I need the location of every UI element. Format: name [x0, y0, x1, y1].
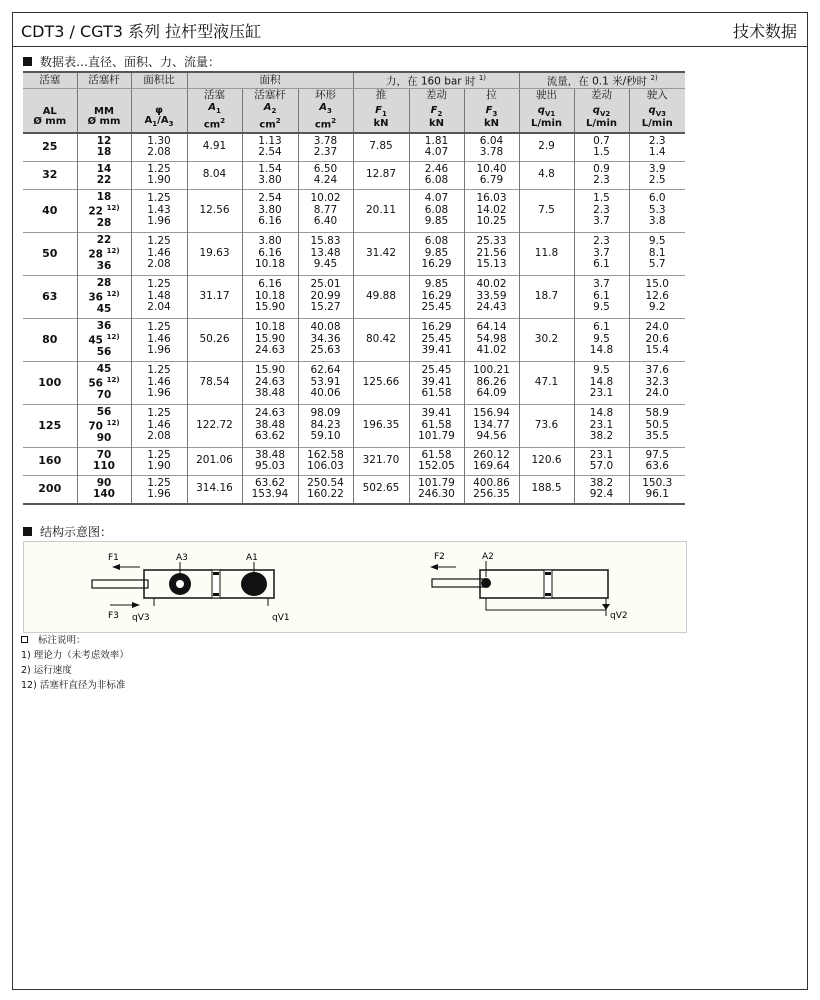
cell-q2: 0.7 1.5 [574, 133, 629, 162]
cylinder-diagram-left [92, 553, 290, 623]
section-heading-table: 数据表…直径、面积、力、流量： [23, 53, 220, 70]
cell-q3: 15.0 12.6 9.2 [629, 275, 685, 318]
table-row [23, 318, 685, 361]
note-item: 1) 理论力（未考虑效率） [21, 650, 129, 661]
cell-q3: 2.3 1.4 [629, 133, 685, 162]
unit-header: AL Ø mm [23, 103, 77, 133]
cell-al: 160 [38, 454, 62, 468]
cell-a1: 201.06 [187, 447, 242, 475]
cell-f2: 1.81 4.07 [409, 133, 464, 162]
col-header: 活塞 [187, 89, 242, 103]
cell-a1: 4.91 [187, 133, 242, 162]
cell-a3: 40.08 34.36 25.63 [298, 318, 353, 361]
cell-f2: 39.41 61.58 101.79 [409, 404, 464, 447]
label-f1: F1 [108, 553, 119, 563]
cell-a3: 3.78 2.37 [298, 133, 353, 162]
cell-f3: 100.21 86.26 64.09 [464, 361, 519, 404]
bullet-square-icon [23, 527, 32, 536]
cell-f1: 125.66 [353, 361, 409, 404]
cell-phi: 1.25 1.46 1.96 [131, 318, 187, 361]
cell-al: 125 [38, 418, 62, 432]
cell-a1: 78.54 [187, 361, 242, 404]
cell-f3: 6.04 3.78 [464, 133, 519, 162]
table-body [23, 133, 685, 504]
cell-al: 32 [42, 168, 58, 182]
notes [21, 633, 129, 693]
cell-al: 25 [42, 140, 58, 154]
cell-a3: 62.64 53.91 40.06 [298, 361, 353, 404]
cell-al: 40 [42, 203, 58, 217]
cell-mm: 70 110 [77, 447, 131, 475]
cell-q1: 2.9 [519, 133, 574, 162]
cell-q2: 9.5 14.8 23.1 [574, 361, 629, 404]
cell-f1: 321.70 [353, 447, 409, 475]
cell-a2: 3.80 6.16 10.18 [242, 232, 298, 275]
col-header: 驶入 [629, 89, 685, 103]
cell-q1: 120.6 [519, 447, 574, 475]
cell-f3: 260.12 169.64 [464, 447, 519, 475]
cell-q3: 58.9 50.5 35.5 [629, 404, 685, 447]
cell-f2: 2.46 6.08 [409, 161, 464, 189]
label-a2: A2 [482, 552, 494, 562]
cell-a2: 6.16 10.18 15.90 [242, 275, 298, 318]
cell-mm: 56 70 $^{12)}$ 90 [77, 404, 131, 447]
cell-a3: 15.83 13.48 9.45 [298, 232, 353, 275]
cell-f1: 12.87 [353, 161, 409, 189]
cell-q2: 1.5 2.3 3.7 [574, 189, 629, 232]
cell-f1: 196.35 [353, 404, 409, 447]
col-header: 环形 [298, 89, 353, 103]
col-header: 推 [353, 89, 409, 103]
col-header: 活塞杆 [77, 72, 131, 89]
label-qv2: qV2 [610, 611, 628, 621]
cell-a2: 2.54 3.80 6.16 [242, 189, 298, 232]
cell-q1: 4.8 [519, 161, 574, 189]
table-row [23, 161, 685, 189]
unit-header: $A_2$ $cm^2$ [242, 103, 298, 133]
cell-q3: 150.3 96.1 [629, 475, 685, 504]
cell-a2: 10.18 15.90 24.63 [242, 318, 298, 361]
col-header: 差动 [409, 89, 464, 103]
cell-a1: 314.16 [187, 475, 242, 504]
cell-f1: 7.85 [353, 133, 409, 162]
cell-mm: 12 18 [77, 133, 131, 162]
note-item: 12) 活塞杆直径为非标准 [21, 680, 126, 691]
table-row [23, 232, 685, 275]
col-group-header: 面积 [187, 72, 353, 89]
cell-q1: 7.5 [519, 189, 574, 232]
cell-mm: 45 56 $^{12)}$ 70 [77, 361, 131, 404]
table-row [23, 475, 685, 504]
cell-a3: 98.09 84.23 59.10 [298, 404, 353, 447]
unit-header: φ $A_1/A_3$ [131, 103, 187, 133]
cell-f3: 25.33 21.56 15.13 [464, 232, 519, 275]
cell-f3: 40.02 33.59 24.43 [464, 275, 519, 318]
cell-f1: 502.65 [353, 475, 409, 504]
col-header: 拉 [464, 89, 519, 103]
cell-a2: 1.13 2.54 [242, 133, 298, 162]
cell-mm: 14 22 [77, 161, 131, 189]
col-group-header-force: 力，在 160 bar 时 $^{1)}$ [353, 72, 519, 89]
cell-q3: 3.9 2.5 [629, 161, 685, 189]
unit-header: $F_2$ kN [409, 103, 464, 133]
checkbox-square-icon [21, 636, 28, 643]
cell-al: 200 [38, 482, 62, 496]
label-a3: A3 [176, 553, 188, 563]
label-f2: F2 [434, 552, 445, 562]
table-row [23, 275, 685, 318]
unit-header: $A_3$ $cm^2$ [298, 103, 353, 133]
cell-q3: 24.0 20.6 15.4 [629, 318, 685, 361]
label-a1: A1 [246, 553, 258, 563]
col-header: 面积比 [131, 72, 187, 89]
page-frame [12, 12, 808, 990]
cell-q1: 73.6 [519, 404, 574, 447]
bullet-square-icon [23, 57, 32, 66]
cell-a1: 12.56 [187, 189, 242, 232]
cell-a3: 250.54 160.22 [298, 475, 353, 504]
cell-a1: 50.26 [187, 318, 242, 361]
cell-q2: 38.2 92.4 [574, 475, 629, 504]
cell-a2: 38.48 95.03 [242, 447, 298, 475]
cell-f2: 4.07 6.08 9.85 [409, 189, 464, 232]
structure-diagram [23, 541, 687, 633]
cell-mm: 28 36 $^{12)}$ 45 [77, 275, 131, 318]
cell-q2: 6.1 9.5 14.8 [574, 318, 629, 361]
page-title: CDT3 / CGT3 系列 拉杆型液压缸 [21, 22, 262, 41]
cell-a3: 162.58 106.03 [298, 447, 353, 475]
cell-mm: 18 22 $^{12)}$ 28 [77, 189, 131, 232]
data-table [23, 71, 685, 505]
cell-a3: 10.02 8.77 6.40 [298, 189, 353, 232]
cell-q3: 6.0 5.3 3.8 [629, 189, 685, 232]
cell-f3: 16.03 14.02 10.25 [464, 189, 519, 232]
cell-q2: 0.9 2.3 [574, 161, 629, 189]
cell-q1: 11.8 [519, 232, 574, 275]
cell-a3: 25.01 20.99 15.27 [298, 275, 353, 318]
cell-al: 100 [38, 375, 62, 389]
note-item: 2) 运行速度 [21, 665, 72, 676]
cell-q3: 9.5 8.1 5.7 [629, 232, 685, 275]
cell-f1: 49.88 [353, 275, 409, 318]
cell-phi: 1.25 1.90 [131, 161, 187, 189]
cell-a1: 8.04 [187, 161, 242, 189]
notes-title: 标注说明： [21, 633, 129, 648]
cell-mm: 22 28 $^{12)}$ 36 [77, 232, 131, 275]
unit-header: MM Ø mm [77, 103, 131, 133]
cell-f2: 16.29 25.45 39.41 [409, 318, 464, 361]
cell-phi: 1.30 2.08 [131, 133, 187, 162]
cell-f1: 31.42 [353, 232, 409, 275]
cell-f3: 156.94 134.77 94.56 [464, 404, 519, 447]
cell-q3: 97.5 63.6 [629, 447, 685, 475]
cell-a2: 63.62 153.94 [242, 475, 298, 504]
cell-a2: 15.90 24.63 38.48 [242, 361, 298, 404]
table-row [23, 189, 685, 232]
cell-a1: 19.63 [187, 232, 242, 275]
cell-phi: 1.25 1.46 2.08 [131, 232, 187, 275]
cell-a3: 6.50 4.24 [298, 161, 353, 189]
cell-f3: 10.40 6.79 [464, 161, 519, 189]
cell-phi: 1.25 1.96 [131, 475, 187, 504]
cell-f3: 400.86 256.35 [464, 475, 519, 504]
cell-f2: 25.45 39.41 61.58 [409, 361, 464, 404]
cell-al: 80 [42, 332, 58, 346]
cell-phi: 1.25 1.46 2.08 [131, 404, 187, 447]
col-header: 差动 [574, 89, 629, 103]
unit-row [23, 103, 685, 133]
cell-f2: 9.85 16.29 25.45 [409, 275, 464, 318]
table-row [23, 404, 685, 447]
cell-mm: 90 140 [77, 475, 131, 504]
cell-q2: 23.1 57.0 [574, 447, 629, 475]
cell-f1: 80.42 [353, 318, 409, 361]
cell-f2: 6.08 9.85 16.29 [409, 232, 464, 275]
cell-phi: 1.25 1.48 2.04 [131, 275, 187, 318]
cell-q1: 30.2 [519, 318, 574, 361]
table-row [23, 361, 685, 404]
section-heading-diagram: 结构示意图： [23, 523, 112, 540]
unit-header: $A_1$ $cm^2$ [187, 103, 242, 133]
col-group-header-flow: 流量，在 0.1 米/秒时 $^{2)}$ [519, 72, 685, 89]
col-header: 活塞杆 [242, 89, 298, 103]
label-f3: F3 [108, 611, 119, 621]
cell-phi: 1.25 1.90 [131, 447, 187, 475]
unit-header: $F_1$ kN [353, 103, 409, 133]
cell-f2: 101.79 246.30 [409, 475, 464, 504]
cell-a1: 31.17 [187, 275, 242, 318]
cell-phi: 1.25 1.46 1.96 [131, 361, 187, 404]
cell-a2: 1.54 3.80 [242, 161, 298, 189]
cell-q1: 47.1 [519, 361, 574, 404]
cell-q1: 188.5 [519, 475, 574, 504]
table-row [23, 133, 685, 162]
cell-a1: 122.72 [187, 404, 242, 447]
cell-f2: 61.58 152.05 [409, 447, 464, 475]
cylinder-diagram-right [430, 552, 628, 621]
unit-header: $F_3$ kN [464, 103, 519, 133]
cell-mm: 36 45 $^{12)}$ 56 [77, 318, 131, 361]
cell-f3: 64.14 54.98 41.02 [464, 318, 519, 361]
cell-f1: 20.11 [353, 189, 409, 232]
page-header [13, 13, 807, 47]
col-header: 驶出 [519, 89, 574, 103]
label-qv3: qV3 [132, 613, 150, 623]
unit-header: $q_{V1}$ L/min [519, 103, 574, 133]
col-header: 活塞 [23, 72, 77, 89]
cell-q2: 2.3 3.7 6.1 [574, 232, 629, 275]
table-row [23, 447, 685, 475]
cell-al: 63 [42, 289, 58, 303]
cell-phi: 1.25 1.43 1.96 [131, 189, 187, 232]
cell-q1: 18.7 [519, 275, 574, 318]
section-label: 技术数据 [732, 22, 797, 41]
cell-q3: 37.6 32.3 24.0 [629, 361, 685, 404]
unit-header: $q_{V3}$ L/min [629, 103, 685, 133]
cell-a2: 24.63 38.48 63.62 [242, 404, 298, 447]
cell-al: 50 [42, 246, 58, 260]
cell-q2: 14.8 23.1 38.2 [574, 404, 629, 447]
unit-header: $q_{V2}$ L/min [574, 103, 629, 133]
label-qv1: qV1 [272, 613, 290, 623]
cell-q2: 3.7 6.1 9.5 [574, 275, 629, 318]
